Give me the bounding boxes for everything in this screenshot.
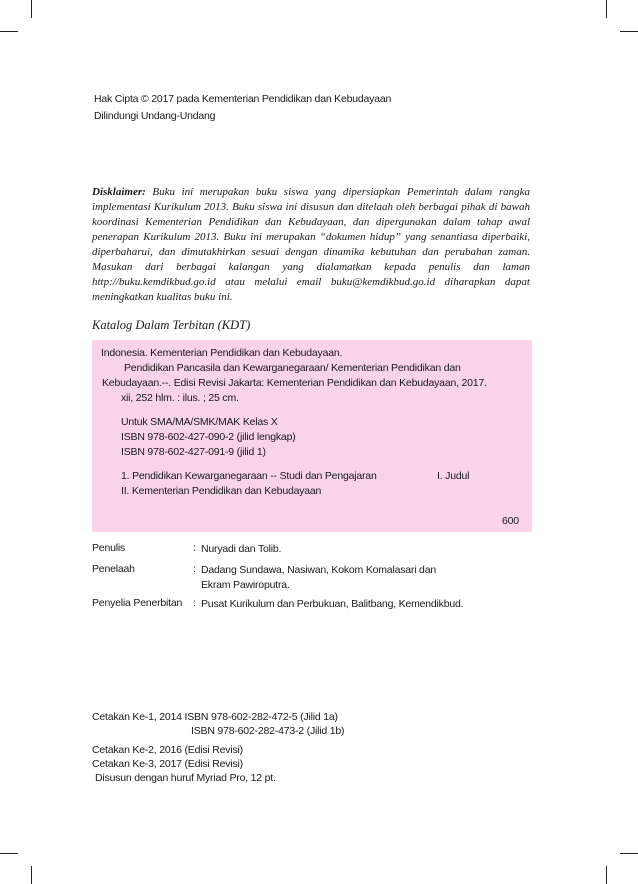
kdt-class-number: 600 (502, 515, 519, 527)
kdt-heading: Katalog Dalam Terbitan (KDT) (92, 318, 251, 332)
disclaimer-label: Disklaimer: (92, 186, 146, 198)
kdt-isbn-volume: ISBN 978-602-427-091-9 (jilid 1) (121, 446, 266, 458)
kdt-isbn-complete: ISBN 978-602-427-090-2 (jilid lengkap) (121, 431, 296, 443)
credit-label: Penulis (92, 542, 126, 554)
printing-line-1-isbn: ISBN 978-602-282-473-2 (Jilid 1b) (191, 725, 345, 737)
kdt-title-line: Pendidikan Pancasila dan Kewarganegaraan/ Kementerian Pendidikan dan (124, 362, 461, 374)
protection-line: Dilindungi Undang-Undang (94, 110, 216, 122)
printing-line-2: Cetakan Ke-2, 2016 (Edisi Revisi) (92, 744, 243, 756)
kdt-publisher-line: Kebudayaan.--. Edisi Revisi Jakarta: Kementerian Pendidikan dan Kebudayaan, 2017. (102, 377, 487, 389)
crop-mark-tl-h (0, 31, 18, 32)
credit-label: Penyelia Penerbitan (92, 597, 183, 609)
credit-colon: : (193, 542, 196, 554)
kdt-physical-line: xii, 252 hlm. : ilus. ; 25 cm. (121, 392, 239, 404)
credit-label: Penelaah (92, 563, 135, 575)
crop-mark-tr-h (620, 31, 638, 32)
credit-colon: : (193, 563, 196, 575)
credit-value: Pusat Kurikulum dan Perbukuan, Balitbang, Kemendikbud. (201, 598, 464, 610)
crop-mark-tr-v (606, 0, 607, 18)
copyright-line: Hak Cipta © 2017 pada Kementerian Pendidikan dan Kebudayaan (94, 93, 392, 105)
kdt-subject-2: II. Kementerian Pendidikan dan Kebudayaan (121, 485, 322, 497)
font-note: Disusun dengan huruf Myriad Pro, 12 pt. (95, 772, 276, 784)
copyright-notice (94, 91, 391, 125)
credit-value-continued: Ekram Pawiroputra. (201, 579, 290, 591)
disclaimer (92, 185, 530, 305)
kdt-author-line: Indonesia. Kementerian Pendidikan dan Kebudayaan. (101, 347, 343, 359)
disclaimer-text: Buku ini merupakan buku siswa yang dipersiapkan Pemerintah dalam rangka implementasi Kurikulum 2013. Buku siswa ini disusun dan ditelaah oleh berbagai pihak di bawah koordinasi Kementerian Pendidikan dan Kebudayaan, dan dipergunakan dalam tahap awal penerapan Kurikulum 2013. Buku ini merupakan “dokumen hidup” yang senantiasa diperbaiki, diperbaharui, dan dimutakhirkan sesuai dengan dinamika kebutuhan dan perubahan zaman. Masukan dari berbagai kalangan yang dialamatkan kepada penulis dan laman http://buku.kemdikbud.go.id atau melalui email buku@kemdikbud.go.id diharapkan dapat meningkatkan kualitas buku ini. (92, 186, 530, 303)
printing-line-3: Cetakan Ke-3, 2017 (Edisi Revisi) (92, 758, 243, 770)
crop-mark-bl-v (31, 866, 32, 884)
credit-colon: : (193, 597, 196, 609)
printing-line-1: Cetakan Ke-1, 2014 ISBN 978-602-282-472-5 (Jilid 1a) (92, 711, 338, 723)
kdt-subject-1: 1. Pendidikan Kewarganegaraan -- Studi dan Pengajaran (121, 470, 377, 482)
crop-mark-bl-h (0, 853, 18, 854)
crop-mark-tl-v (31, 0, 32, 18)
crop-mark-br-v (606, 866, 607, 884)
crop-mark-br-h (620, 853, 638, 854)
credit-value: Nuryadi dan Tolib. (201, 543, 282, 555)
credit-value: Dadang Sundawa, Nasiwan, Kokom Komalasari dan (201, 564, 436, 576)
kdt-audience-line: Untuk SMA/MA/SMK/MAK Kelas X (121, 416, 278, 428)
kdt-catalog-box (92, 340, 532, 532)
kdt-subject-title: I. Judul (437, 470, 470, 482)
